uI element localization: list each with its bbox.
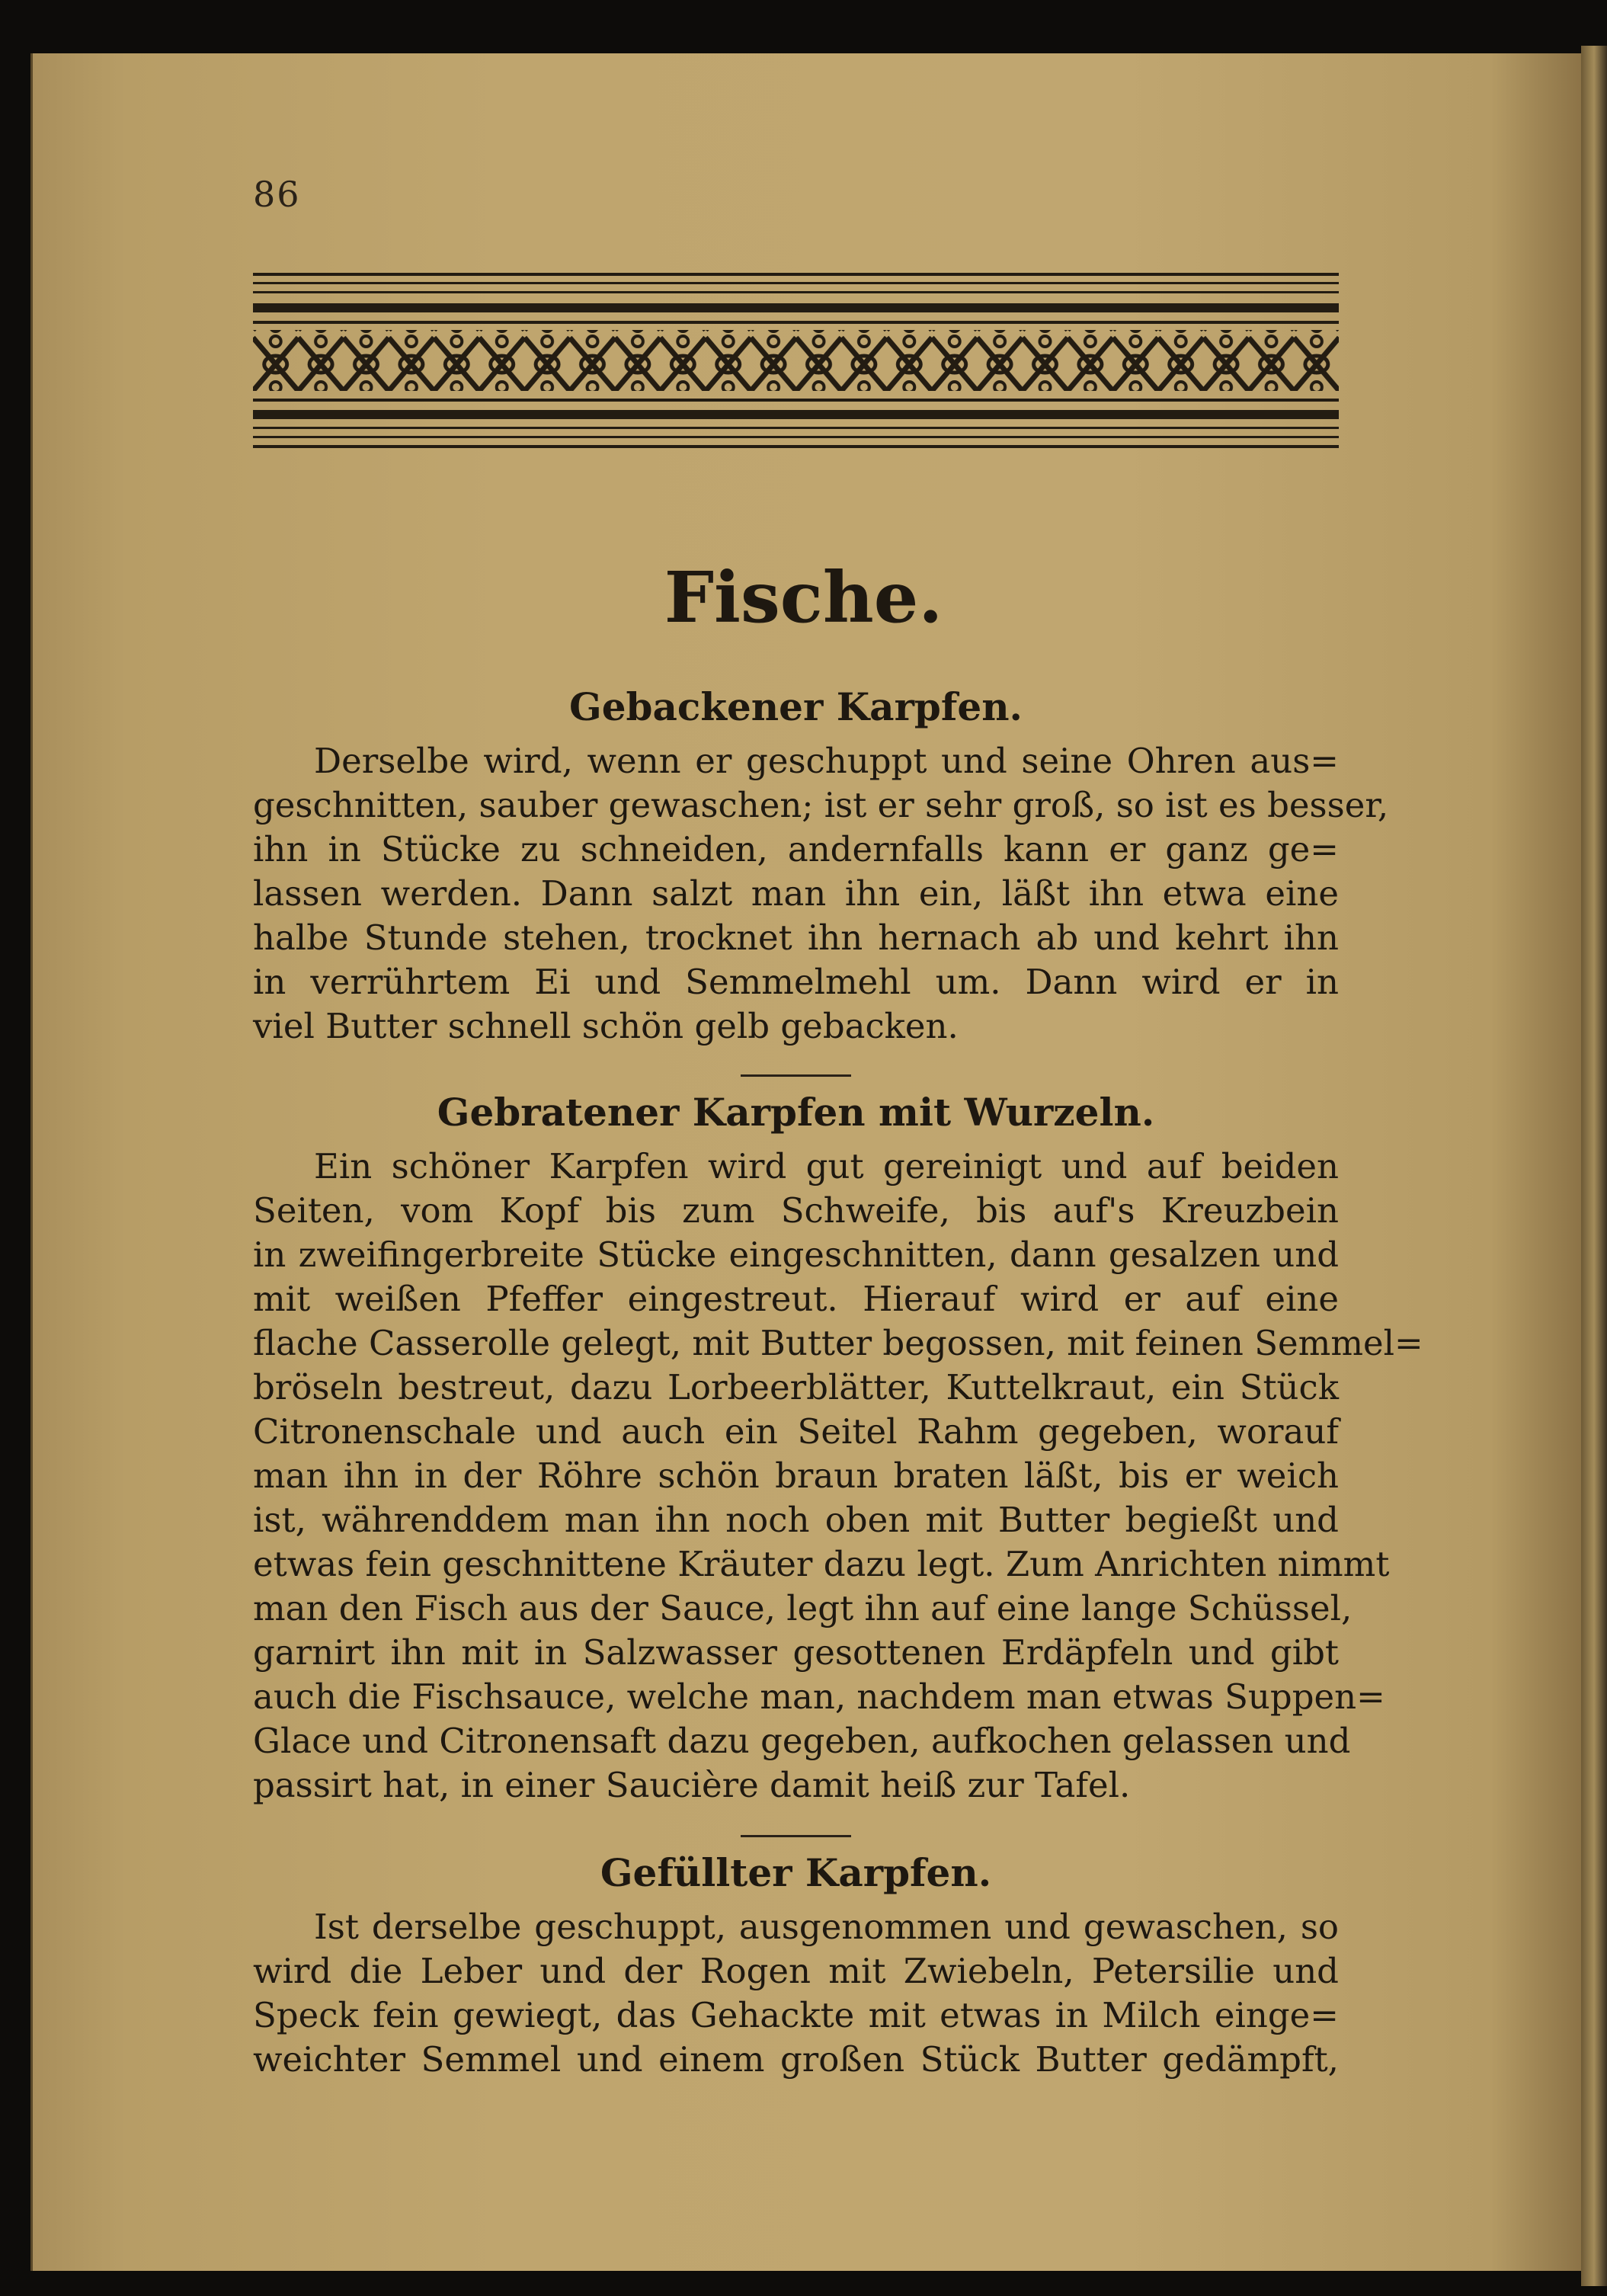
text-line: Ist derselbe geschuppt, ausgenommen und gewaschen, so [314, 1907, 1339, 1947]
section-divider [741, 1074, 851, 1077]
text-line: halbe Stunde stehen, trocknet ihn hernach ab und kehrt ihn [253, 917, 1339, 958]
section-divider [741, 1835, 851, 1837]
text-line: ihn in Stücke zu schneiden, andernfalls kann er ganz ge= [253, 829, 1339, 869]
text-line: wird die Leber und der Rogen mit Zwiebeln, Petersilie und [253, 1951, 1339, 1991]
text-line: passirt hat, in einer Saucière damit heiß zur Tafel. [253, 1765, 1131, 1805]
text-line: garnirt ihn mit in Salzwasser gesottenen Erdäpfeln und gibt [253, 1632, 1339, 1673]
text-line: ist, währenddem man ihn noch oben mit Butter begießt und [253, 1500, 1339, 1540]
text-line: mit weißen Pfeffer eingestreut. Hierauf wird er auf eine [253, 1279, 1339, 1319]
text-line: weichter Semmel und einem großen Stück Butter gedämpft, [253, 2039, 1339, 2080]
section-heading: Gebackener Karpfen. [569, 684, 1023, 729]
section-paragraph [253, 739, 1389, 1049]
text-line: Glace und Citronensaft dazu gegeben, aufkochen gelassen und [253, 1721, 1351, 1761]
text-line: viel Butter schnell schön gelb gebacken. [253, 1006, 959, 1046]
text-line: flache Casserolle gelegt, mit Butter begossen, mit feinen Semmel= [253, 1323, 1423, 1363]
text-line: Citronenschale und auch ein Seitel Rahm gegeben, worauf [253, 1411, 1339, 1452]
section-heading: Gefüllter Karpfen. [600, 1850, 992, 1895]
section-paragraph [253, 1145, 1423, 1808]
text-line: geschnitten, sauber gewaschen; ist er sehr groß, so ist es besser, [253, 785, 1389, 825]
ornamental-header-border [253, 273, 1339, 460]
page-number: 86 [253, 174, 301, 215]
text-line: man ihn in der Röhre schön braun braten läßt, bis er weich [253, 1455, 1339, 1496]
text-line: bröseln bestreut, dazu Lorbeerblätter, Kuttelkraut, ein Stück [253, 1367, 1339, 1407]
chapter-title: Fische. [664, 556, 943, 639]
page-edge [1581, 46, 1607, 2286]
text-line: Derselbe wird, wenn er geschuppt und seine Ohren aus= [314, 741, 1339, 781]
text-line: Seiten, vom Kopf bis zum Schweife, bis auf's Kreuzbein [253, 1190, 1339, 1231]
section-heading: Gebratener Karpfen mit Wurzeln. [437, 1090, 1155, 1135]
text-line: man den Fisch aus der Sauce, legt ihn auf eine lange Schüssel, [253, 1588, 1353, 1628]
section-paragraph [253, 1905, 1339, 2082]
text-line: etwas fein geschnittene Kräuter dazu legt. Zum Anrichten nimmt [253, 1544, 1390, 1584]
text-line: Ein schöner Karpfen wird gut gereinigt und auf beiden [314, 1146, 1339, 1186]
text-line: in verrührtem Ei und Semmelmehl um. Dann wird er in [253, 962, 1339, 1002]
text-line: Speck fein gewiegt, das Gehackte mit etwas in Milch einge= [253, 1995, 1339, 2035]
text-line: in zweifingerbreite Stücke eingeschnitten, dann gesalzen und [253, 1234, 1339, 1275]
text-line: auch die Fischsauce, welche man, nachdem man etwas Suppen= [253, 1676, 1385, 1717]
text-line: lassen werden. Dann salzt man ihn ein, läßt ihn etwa eine [253, 873, 1339, 914]
